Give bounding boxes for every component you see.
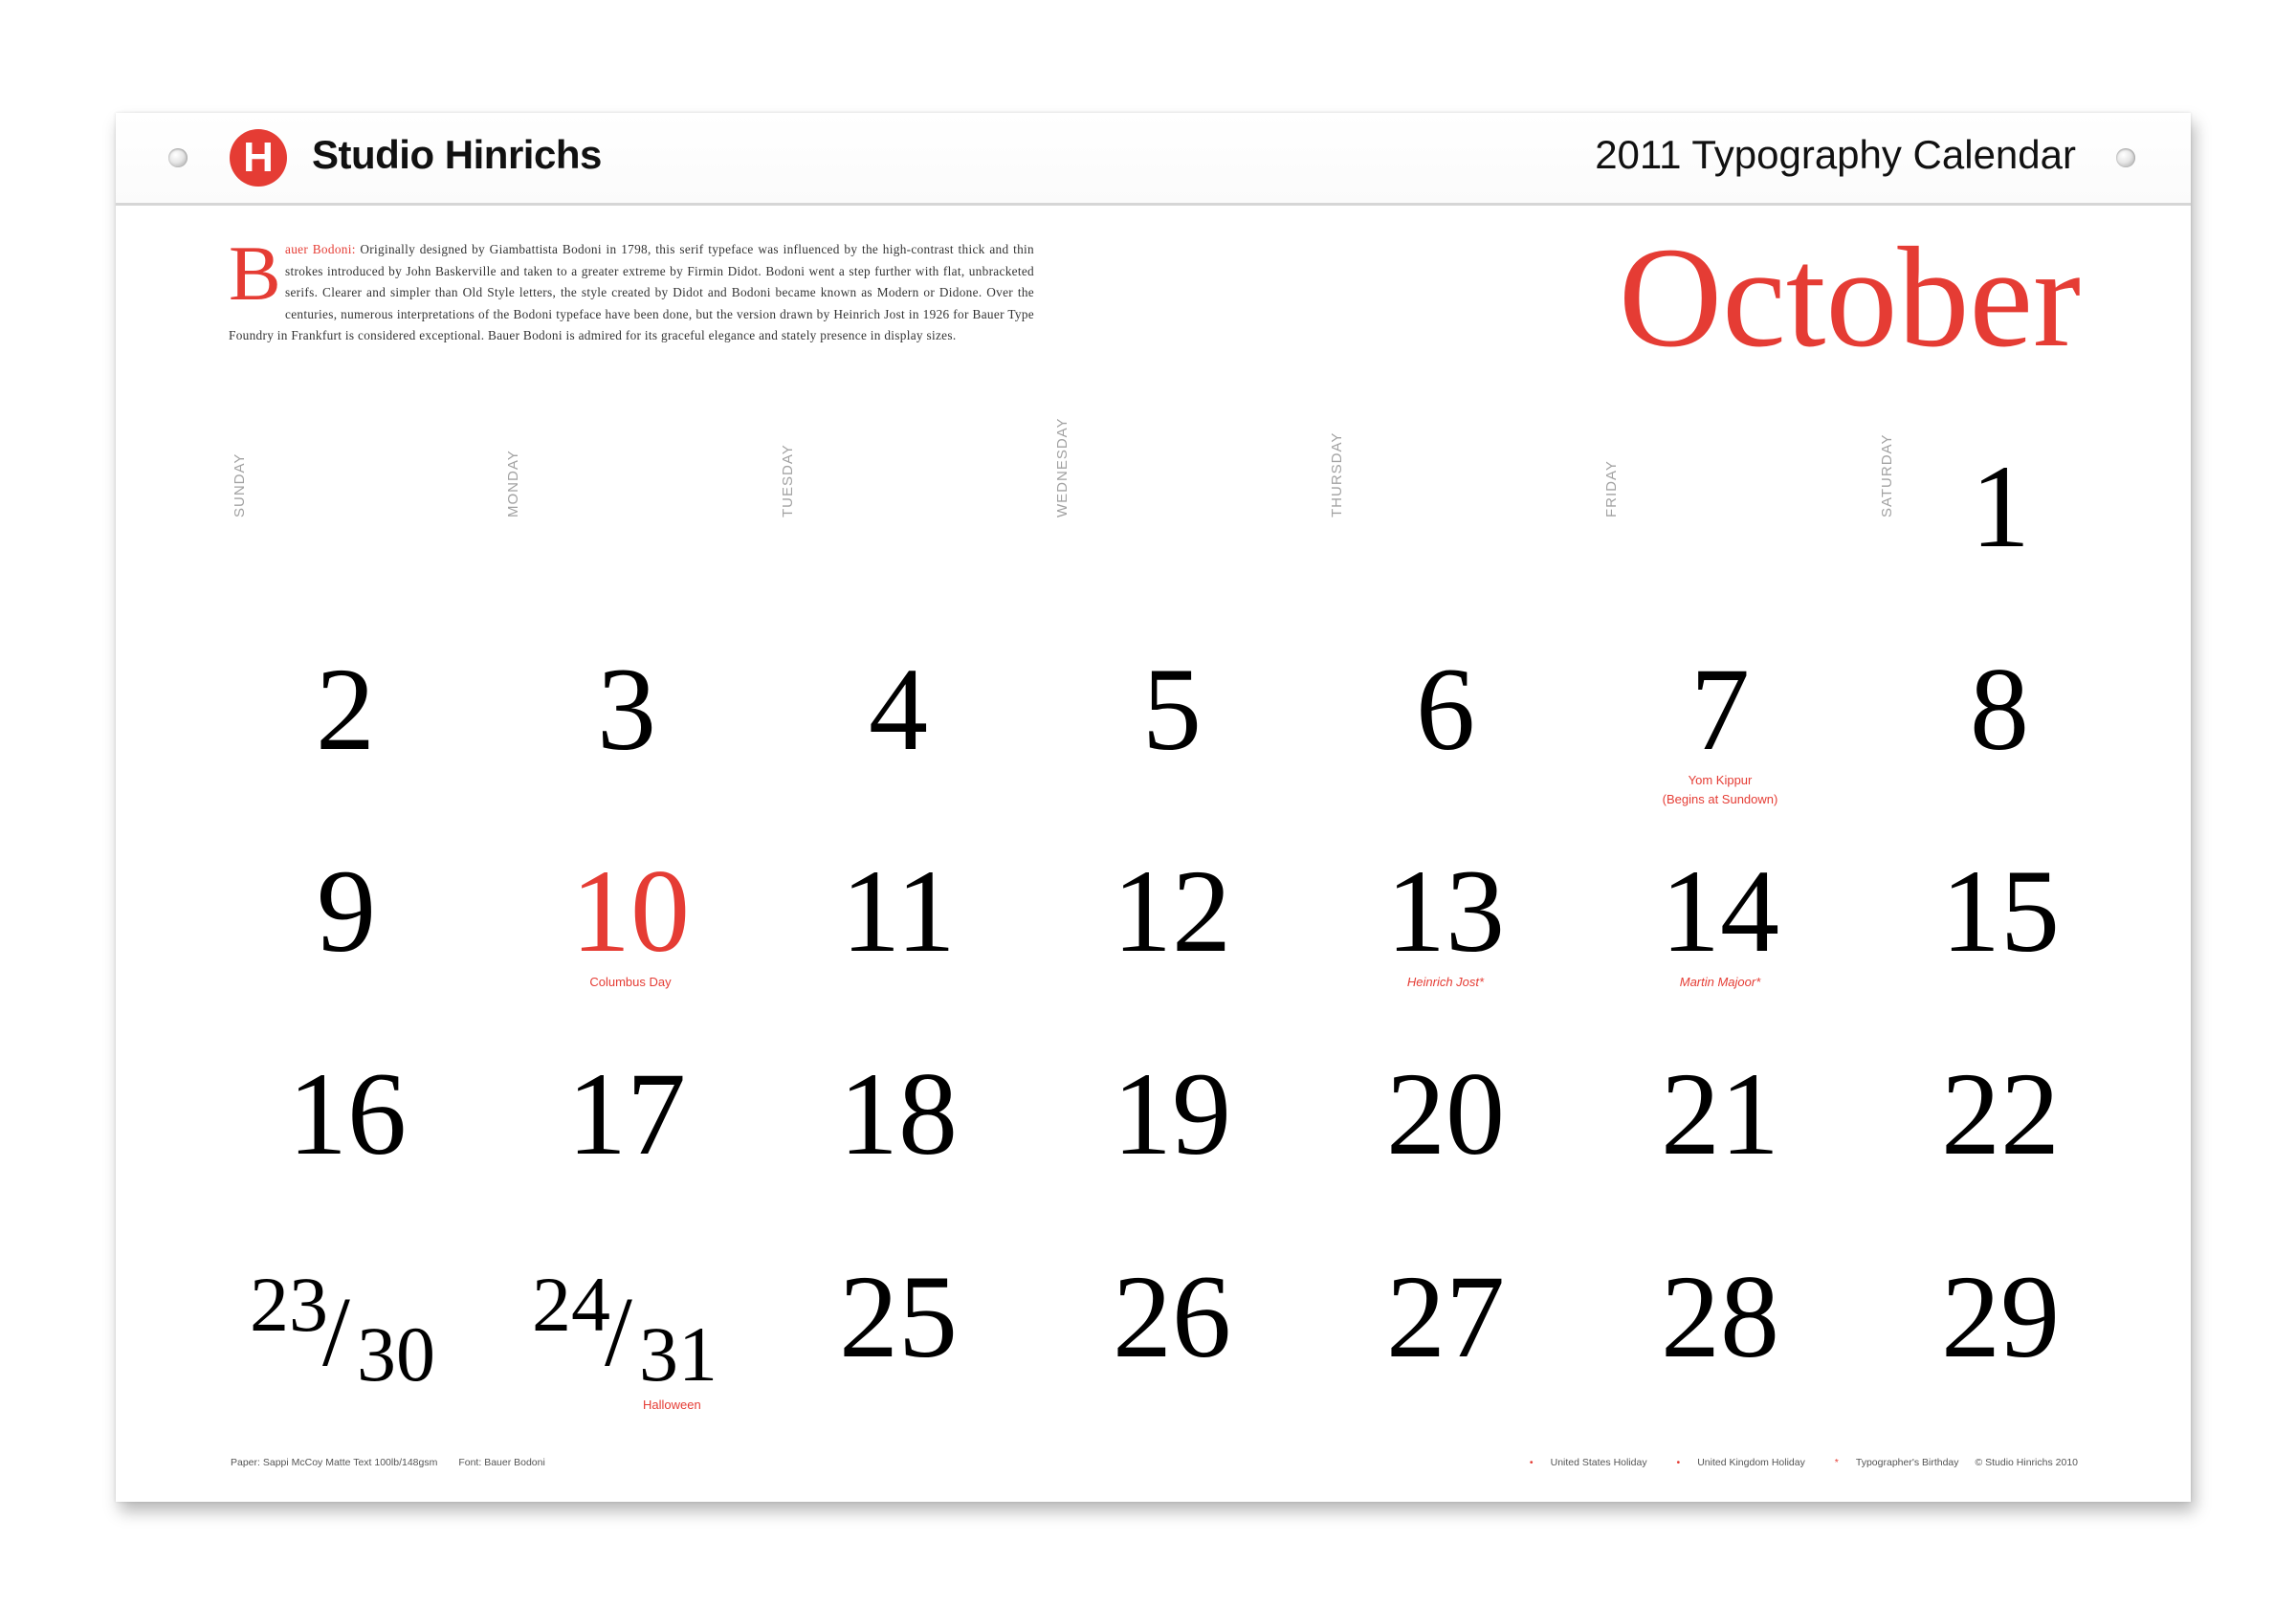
weekday-thursday: THURSDAY (1329, 431, 1345, 517)
day-number: 31 (639, 1310, 718, 1398)
day-number: 4 (869, 644, 928, 775)
day-number: 18 (839, 1048, 958, 1179)
holiday-yom-kippur-note: (Begins at Sundown) (1662, 792, 1778, 806)
weekday-saturday: SATURDAY (1879, 433, 1895, 517)
calendar-title: 2011 Typography Calendar (1595, 132, 2076, 177)
day-cell (1857, 1251, 2144, 1382)
day-cell (1857, 441, 2144, 572)
day-cell (202, 644, 489, 775)
weekday-friday: FRIDAY (1603, 460, 1620, 517)
day-number: 26 (1113, 1251, 1231, 1382)
weekday-sunday: SUNDAY (232, 452, 248, 517)
day-cell (1302, 1048, 1589, 1179)
legend-us-holiday: • United States Holiday (1529, 1457, 1647, 1468)
day-cell (755, 644, 1042, 775)
weekday-wednesday: WEDNESDAY (1054, 417, 1071, 517)
day-number: 7 (1690, 644, 1750, 775)
day-number: 3 (597, 644, 656, 775)
day-cell (1302, 1251, 1589, 1382)
holiday-yom-kippur: Yom Kippur (1688, 773, 1753, 787)
holiday-halloween: Halloween (643, 1398, 701, 1412)
day-number: 1 (1971, 441, 2030, 572)
day-number: 27 (1386, 1251, 1505, 1382)
day-cell (1857, 1048, 2144, 1179)
binding-hole-left (168, 148, 188, 167)
day-number: 6 (1416, 644, 1475, 775)
holiday-columbus-day: Columbus Day (589, 975, 672, 989)
typeface-description-body: Originally designed by Giambattista Bodoni in 1798, this serif typeface was influenced by the high-contrast thick and thin strokes introduced by John Baskerville and taken to a greater extreme by Firmin Didot. Bodoni went a step further with flat, unbracketed serifs. Clearer and simpler than Old Style letters, the style created by Didot and Bodoni became known as Modern or Didone. Over the centuries, numerous interpretations of the Bodoni typeface have been done, but the version drawn by Heinrich Jost in 1926 for Bauer Type Foundry in Frankfurt is considered exceptional. Bauer Bodoni is admired for its graceful elegance and stately presence in display sizes. (229, 242, 1034, 343)
day-number: 21 (1661, 1048, 1779, 1179)
uk-holiday-marker: • (1676, 1457, 1681, 1468)
us-holiday-marker: • (1529, 1457, 1534, 1468)
day-cell (1028, 1048, 1315, 1179)
day-cell (1028, 644, 1315, 775)
day-cell (204, 1048, 491, 1179)
day-cell (1577, 644, 1864, 809)
legend-birthday: * Typographer's Birthday (1834, 1457, 1959, 1468)
day-cell (483, 644, 770, 775)
day-cell (1577, 1251, 1864, 1382)
drop-cap: B (229, 230, 281, 317)
day-cell (1857, 846, 2144, 977)
day-number: 28 (1661, 1251, 1779, 1382)
print-credits (231, 1457, 545, 1468)
day-number: 5 (1142, 644, 1202, 775)
legend (1503, 1457, 2078, 1468)
day-number: 11 (841, 846, 956, 977)
day-number: 2 (316, 644, 375, 775)
weekday-monday: MONDAY (505, 450, 521, 517)
birthday-marker: * (1834, 1457, 1839, 1468)
day-cell (755, 846, 1042, 977)
paper-credit: Paper: Sappi McCoy Matte Text 100lb/148gsm (231, 1457, 438, 1468)
studio-logo-icon: H (230, 129, 287, 187)
day-cell (1028, 846, 1315, 977)
day-number-holiday: 10 (571, 846, 690, 977)
typeface-name: auer Bodoni: (285, 242, 356, 256)
day-number: 17 (567, 1048, 686, 1179)
birthday-heinrich-jost: Heinrich Jost* (1406, 975, 1485, 989)
day-cell (1577, 846, 1864, 992)
day-number: 8 (1970, 644, 2029, 775)
day-cell-23-30 (250, 1261, 537, 1409)
day-number: 15 (1941, 846, 2060, 977)
day-cell (483, 1048, 770, 1179)
legend-uk-holiday: • United Kingdom Holiday (1676, 1457, 1805, 1468)
day-number: 20 (1386, 1048, 1505, 1179)
copyright: © Studio Hinrichs 2010 (1975, 1457, 2078, 1468)
day-number: 14 (1661, 846, 1779, 977)
day-number: 30 (357, 1310, 435, 1398)
font-credit: Font: Bauer Bodoni (458, 1457, 545, 1468)
day-number: 13 (1386, 846, 1505, 977)
day-number: 22 (1941, 1048, 2060, 1179)
day-cell (203, 846, 490, 977)
day-number: 12 (1113, 846, 1231, 977)
day-number: 24 (532, 1261, 610, 1348)
day-number: 16 (288, 1048, 407, 1179)
day-number: 23 (250, 1261, 328, 1348)
date-slash: / (605, 1277, 632, 1387)
day-number: 9 (317, 846, 376, 977)
weekday-tuesday: TUESDAY (780, 444, 796, 517)
day-number: 19 (1113, 1048, 1231, 1179)
day-number: 25 (839, 1251, 958, 1382)
day-cell (1856, 644, 2143, 775)
day-cell (1302, 846, 1589, 992)
day-cell (487, 846, 774, 992)
calendar-header (116, 113, 2191, 206)
date-slash: / (322, 1277, 350, 1387)
day-number: 29 (1941, 1251, 2060, 1382)
calendar-sheet (116, 113, 2191, 1502)
typeface-description (229, 230, 1034, 347)
day-cell (755, 1048, 1042, 1179)
day-cell (1028, 1251, 1315, 1382)
binding-hole-right (2116, 148, 2135, 167)
birthday-martin-majoor: Martin Majoor* (1679, 975, 1761, 989)
day-cell (1302, 644, 1589, 775)
brand-name: Studio Hinrichs (312, 132, 602, 177)
month-name: October (1618, 218, 2081, 377)
day-cell (1577, 1048, 1864, 1179)
day-cell (755, 1251, 1042, 1382)
